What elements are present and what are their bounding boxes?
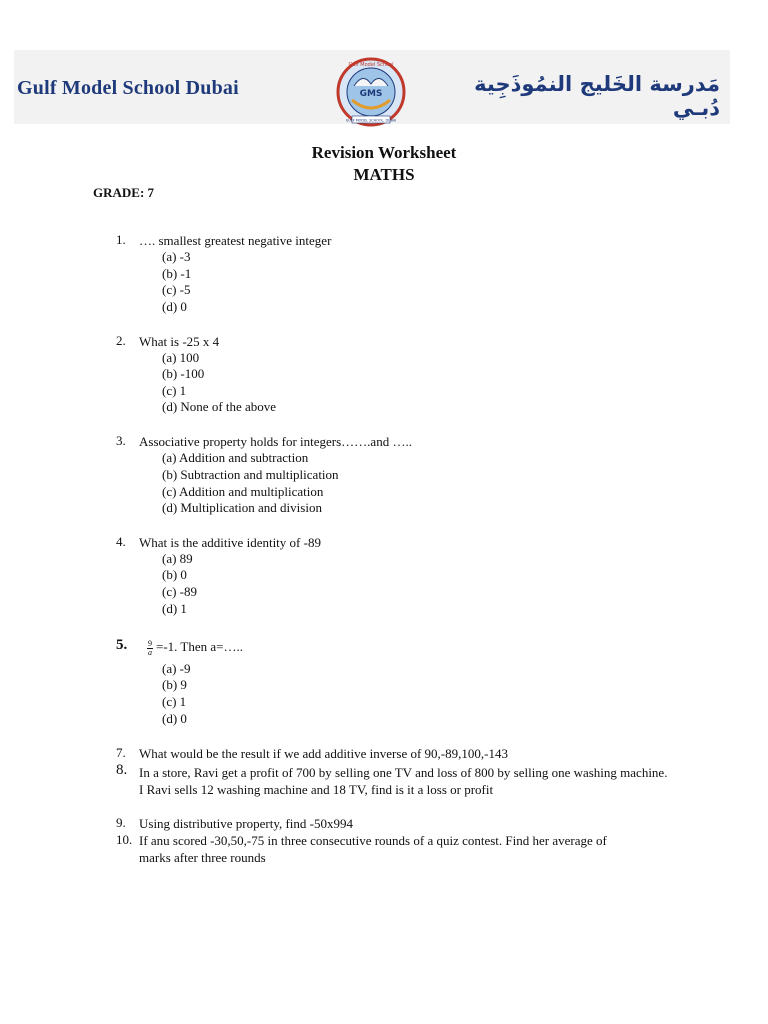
- option: (a) Addition and subtraction: [162, 450, 309, 465]
- school-name-arabic: مَدرسة الخَليج النمُوذَجِية دُبـي: [474, 72, 720, 120]
- question-number: 8.: [116, 762, 128, 778]
- question-number: 5.: [116, 637, 128, 653]
- option: (b) 0: [162, 567, 187, 582]
- option: (d) Multiplication and division: [162, 500, 322, 515]
- fraction-denominator: a: [148, 647, 152, 657]
- option: (c) Addition and multiplication: [162, 484, 324, 499]
- logo-text-top: Gulf Model School: [348, 62, 394, 68]
- question-number: 9.: [116, 815, 126, 830]
- option: (c) 1: [162, 383, 187, 398]
- question-text-row: [147, 638, 687, 657]
- option: (d) 1: [162, 601, 187, 616]
- fraction: [147, 640, 153, 657]
- worksheet-subject: MATHS: [353, 165, 415, 184]
- worksheet-title: Revision Worksheet: [311, 143, 457, 162]
- option: (c) 1: [162, 694, 187, 709]
- question-text: Associative property holds for integers…….and …..: [139, 434, 412, 449]
- question-number: 2.: [116, 333, 126, 348]
- grade-label: GRADE: 7: [93, 185, 155, 200]
- question-text: What would be the result if we add additive inverse of 90,-89,100,-143: [139, 746, 508, 761]
- question-number: 7.: [116, 745, 126, 760]
- option: (a) -3: [162, 249, 191, 264]
- option: (a) 100: [162, 350, 200, 365]
- question-number: 3.: [116, 433, 126, 448]
- option: (b) Subtraction and multiplication: [162, 467, 339, 482]
- question-number: 1.: [116, 232, 126, 247]
- question-text: Using distributive property, find -50x994: [139, 816, 353, 831]
- question-text: =-1. Then a=…..: [156, 639, 243, 654]
- option: (a) 89: [162, 551, 193, 566]
- question-text: What is -25 x 4: [139, 334, 220, 349]
- option: (b) -1: [162, 266, 192, 281]
- question-number: 4.: [116, 534, 126, 549]
- school-name-english: Gulf Model School Dubai: [17, 77, 239, 99]
- option: (d) None of the above: [162, 399, 277, 414]
- option: (b) -100: [162, 366, 205, 381]
- logo-text-bottom: GULF MODEL SCHOOL, DUBAI: [345, 118, 397, 123]
- question-text: …. smallest greatest negative integer: [139, 233, 332, 248]
- question-text: If anu scored -30,50,-75 in three consecutive rounds of a quiz contest. Find her average of marks after three rounds: [139, 833, 607, 865]
- fraction-numerator: 9: [148, 638, 152, 648]
- option: (b) 9: [162, 677, 187, 692]
- option: (c) -89: [162, 584, 198, 599]
- question-number: 10.: [116, 832, 133, 847]
- option: (d) 0: [162, 711, 187, 726]
- option: (c) -5: [162, 282, 191, 297]
- option: (d) 0: [162, 299, 187, 314]
- option: (a) -9: [162, 661, 191, 676]
- question-text: In a store, Ravi get a profit of 700 by selling one TV and loss of 800 by selling one washing machine. I Ravi sells 12 washing machine and 18 TV, find is it a loss or profit: [139, 765, 668, 797]
- logo-monogram: GMS: [359, 89, 383, 99]
- question-text: What is the additive identity of -89: [139, 535, 321, 550]
- school-logo-icon: [330, 56, 412, 128]
